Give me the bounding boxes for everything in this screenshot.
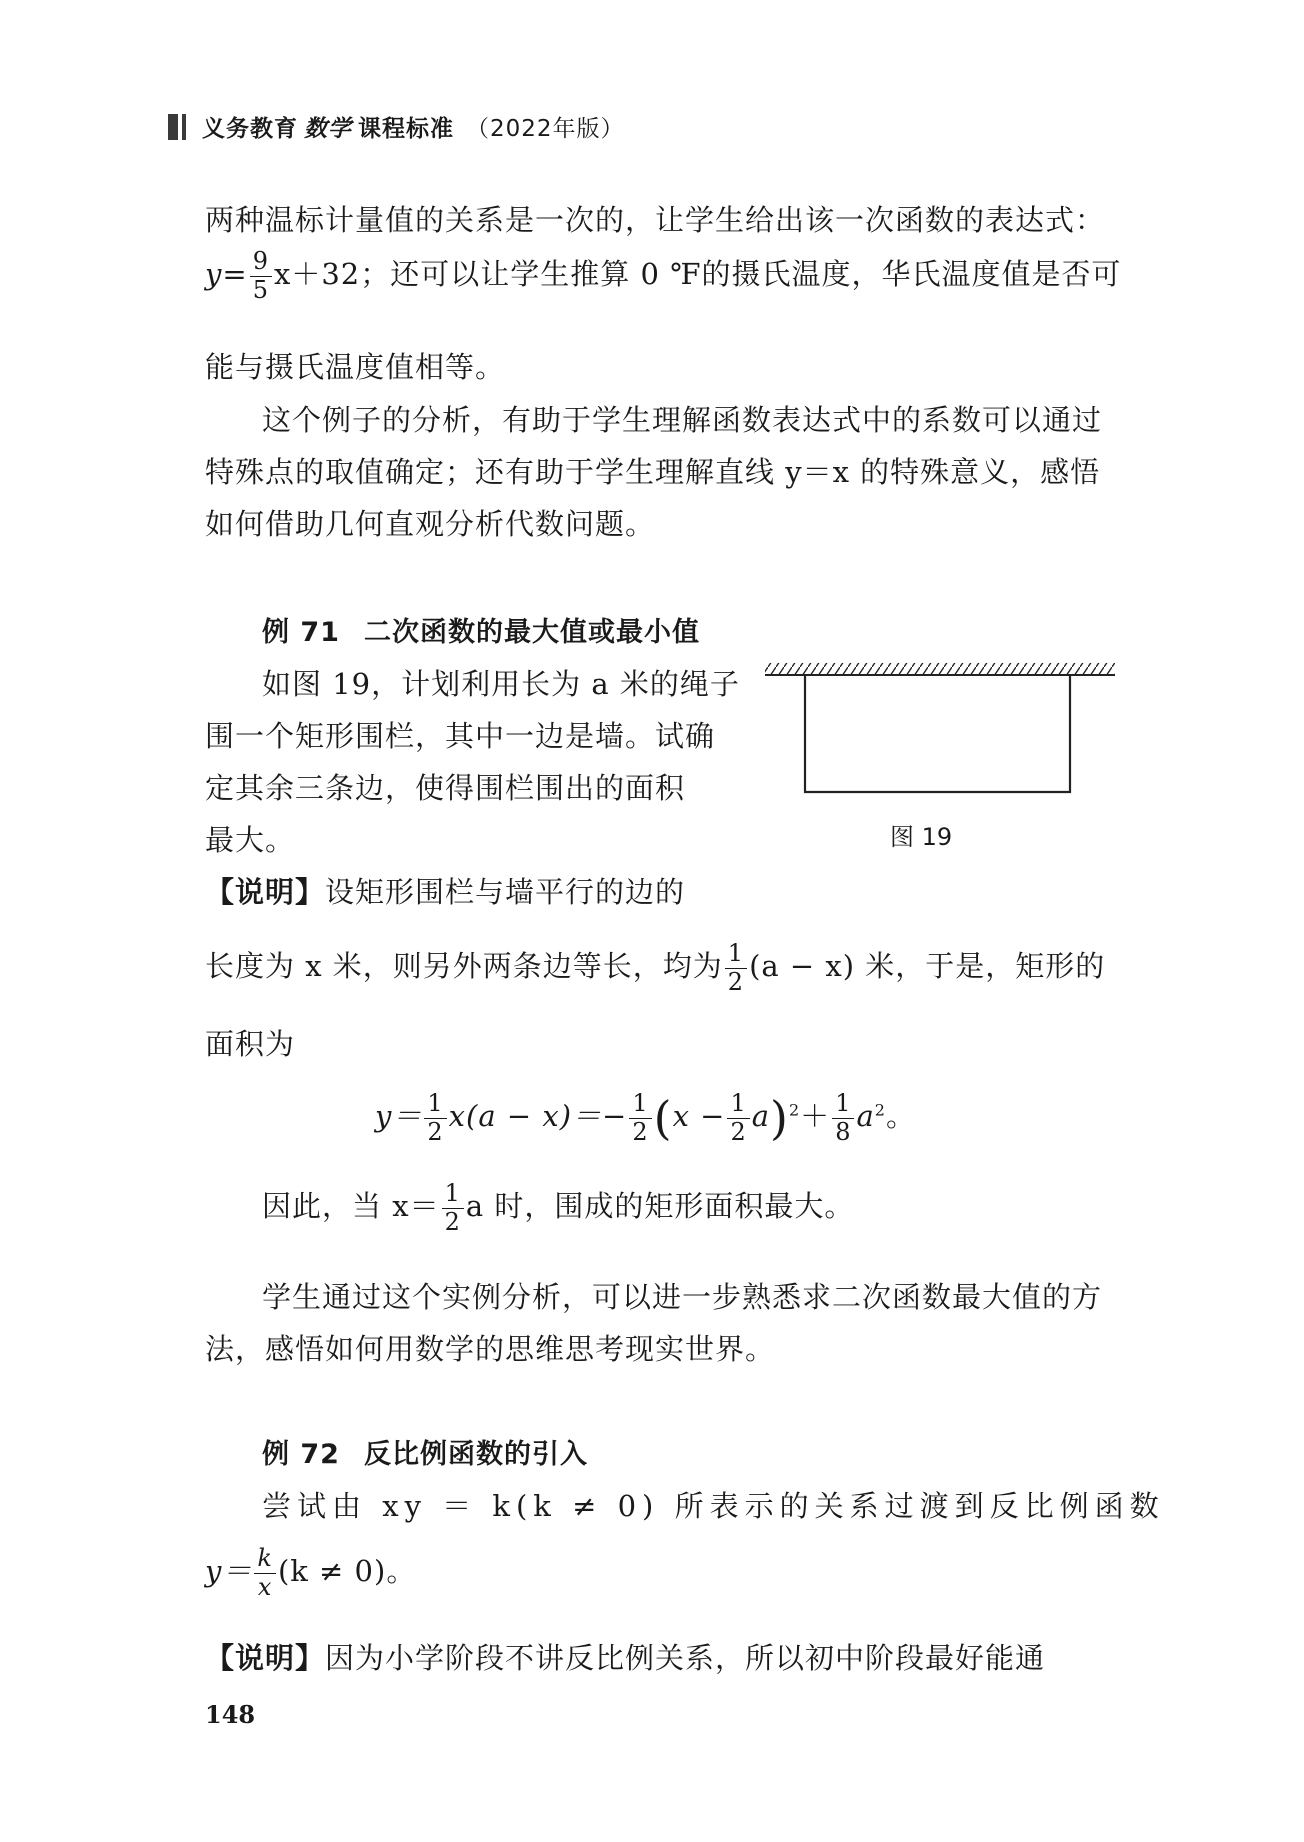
running-header: [168, 110, 625, 143]
area-formula: [375, 1090, 916, 1146]
formula-frac3: [727, 1090, 749, 1146]
para1-line2: [205, 248, 1122, 304]
para2-line1: 这个例子的分析，有助于学生理解函数表达式中的系数可以通过: [262, 403, 1103, 437]
ex71-conclusion: [262, 1180, 854, 1236]
formula-eq: =: [222, 257, 248, 292]
frac-den: x: [257, 1572, 273, 1601]
frac-num: 1: [424, 1090, 446, 1119]
example72-title-text: 反比例函数的引入: [363, 1439, 588, 1470]
ex71-explain-line2: [205, 940, 1105, 996]
header-title: [202, 110, 625, 143]
ex71-line2: 围一个矩形围栏，其中一边是墙。试确: [205, 719, 716, 753]
ex71-line4: 最大。: [205, 823, 296, 857]
example71-title: [262, 610, 700, 649]
frac-den: 2: [444, 1207, 461, 1236]
para1-line3: 能与摄氏温度值相等。: [205, 350, 506, 384]
ex71-line1: 如图 19，计划利用长为 a 米的绳子: [262, 667, 740, 701]
formula-part5: a: [856, 1099, 875, 1134]
formula-part1: x(a − x)＝−: [448, 1099, 628, 1134]
conclusion-b: a 时，围成的矩形面积最大。: [465, 1189, 855, 1224]
fraction-k-over-x: [254, 1545, 276, 1601]
formula-paren-open: (: [653, 1091, 673, 1146]
formula-frac2: [629, 1090, 651, 1146]
fraction-9-5: [250, 248, 272, 304]
frac-num: 1: [442, 1180, 464, 1209]
formula-y: y: [205, 257, 223, 292]
ex72-explain: [205, 1636, 1045, 1677]
formula-end: 。: [885, 1099, 916, 1134]
ex71-line3: 定其余三条边，使得围栏围出的面积: [205, 771, 686, 805]
header-part1: 义务教育: [202, 116, 298, 142]
frac-num: 1: [832, 1090, 854, 1119]
explain-label: 【说明】: [205, 875, 326, 909]
para1-line1: 两种温标计量值的关系是一次的，让学生给出该一次函数的表达式：: [205, 203, 1106, 237]
ex71-summary-line2: 法，感悟如何用数学的思维思考现实世界。: [205, 1332, 776, 1366]
fraction-one-half: [725, 940, 747, 996]
frac-den: 5: [252, 275, 269, 304]
example72-number: 例 72: [262, 1439, 340, 1470]
frac-num: 1: [629, 1090, 651, 1119]
formula-paren-close: ): [770, 1091, 789, 1146]
frac-num: 9: [250, 248, 272, 277]
example71-number: 例 71: [262, 617, 340, 648]
formula-lhs: y＝: [375, 1099, 423, 1134]
formula-part2: x −: [672, 1099, 726, 1134]
para2-line3: 如何借助几何直观分析代数问题。: [205, 507, 656, 541]
explain-label: 【说明】: [205, 1641, 326, 1675]
para2-line2: 特殊点的取值确定；还有助于学生理解直线 y＝x 的特殊意义，感悟: [205, 455, 1101, 489]
conclusion-frac: [442, 1180, 464, 1236]
ex72-line1: 尝试由 xy ＝ k(k ≠ 0) 所表示的关系过渡到反比例函数: [262, 1489, 1165, 1523]
frac-den: 2: [727, 967, 745, 996]
header-edition: （2022年版）: [466, 116, 625, 142]
frac-den: 8: [835, 1117, 852, 1146]
frac-num: 1: [727, 1090, 749, 1119]
frac-den: 2: [730, 1117, 747, 1146]
explain-text: 因为小学阶段不讲反比例关系，所以初中阶段最好能通: [325, 1641, 1046, 1675]
ex71-explain-line1: [205, 870, 685, 911]
ex72-line2-rest: (k ≠ 0)。: [277, 1554, 417, 1589]
explain-line1-text: 设矩形围栏与墙平行的边的: [325, 875, 686, 909]
header-part3: 课程标准: [358, 116, 454, 142]
formula-rest: x＋32；: [273, 257, 391, 292]
formula-part3: a: [751, 1099, 771, 1134]
formula-square2: 2: [874, 1100, 886, 1120]
header-part2: 数学: [304, 116, 352, 142]
frac-num: k: [254, 1545, 276, 1574]
formula-frac4: [832, 1090, 854, 1146]
example72-title: [262, 1432, 588, 1471]
frac-den: 2: [427, 1117, 444, 1146]
explain-line2-b: (a − x) 米，于是，矩形的: [749, 949, 1106, 984]
wall-hatching: [765, 663, 1115, 675]
fence-rectangle: [805, 675, 1070, 792]
header-bar-thick: [168, 114, 178, 140]
header-bar-thin: [182, 114, 186, 140]
formula-frac1: [424, 1090, 446, 1146]
ex71-summary-line1: 学生通过这个实例分析，可以进一步熟悉求二次函数最大值的方: [262, 1280, 1103, 1314]
ex72-line2: [205, 1545, 416, 1601]
formula-square1: 2: [788, 1100, 801, 1120]
ex72-y-eq: y＝: [205, 1554, 253, 1589]
conclusion-a: 因此，当 x＝: [262, 1189, 440, 1224]
formula-plus: ＋: [800, 1099, 831, 1134]
example71-title-text: 二次函数的最大值或最小值: [363, 617, 700, 648]
figure-caption: 图 19: [890, 823, 953, 851]
frac-den: 2: [632, 1117, 649, 1146]
page-number: 148: [205, 1700, 256, 1729]
frac-num: 1: [725, 940, 747, 969]
ex71-explain-line3: 面积为: [205, 1027, 296, 1061]
para1-line2-text: 还可以让学生推算 0 ℉的摄氏温度，华氏温度值是否可: [390, 257, 1122, 292]
explain-line2-a: 长度为 x 米，则另外两条边等长，均为: [205, 949, 723, 984]
